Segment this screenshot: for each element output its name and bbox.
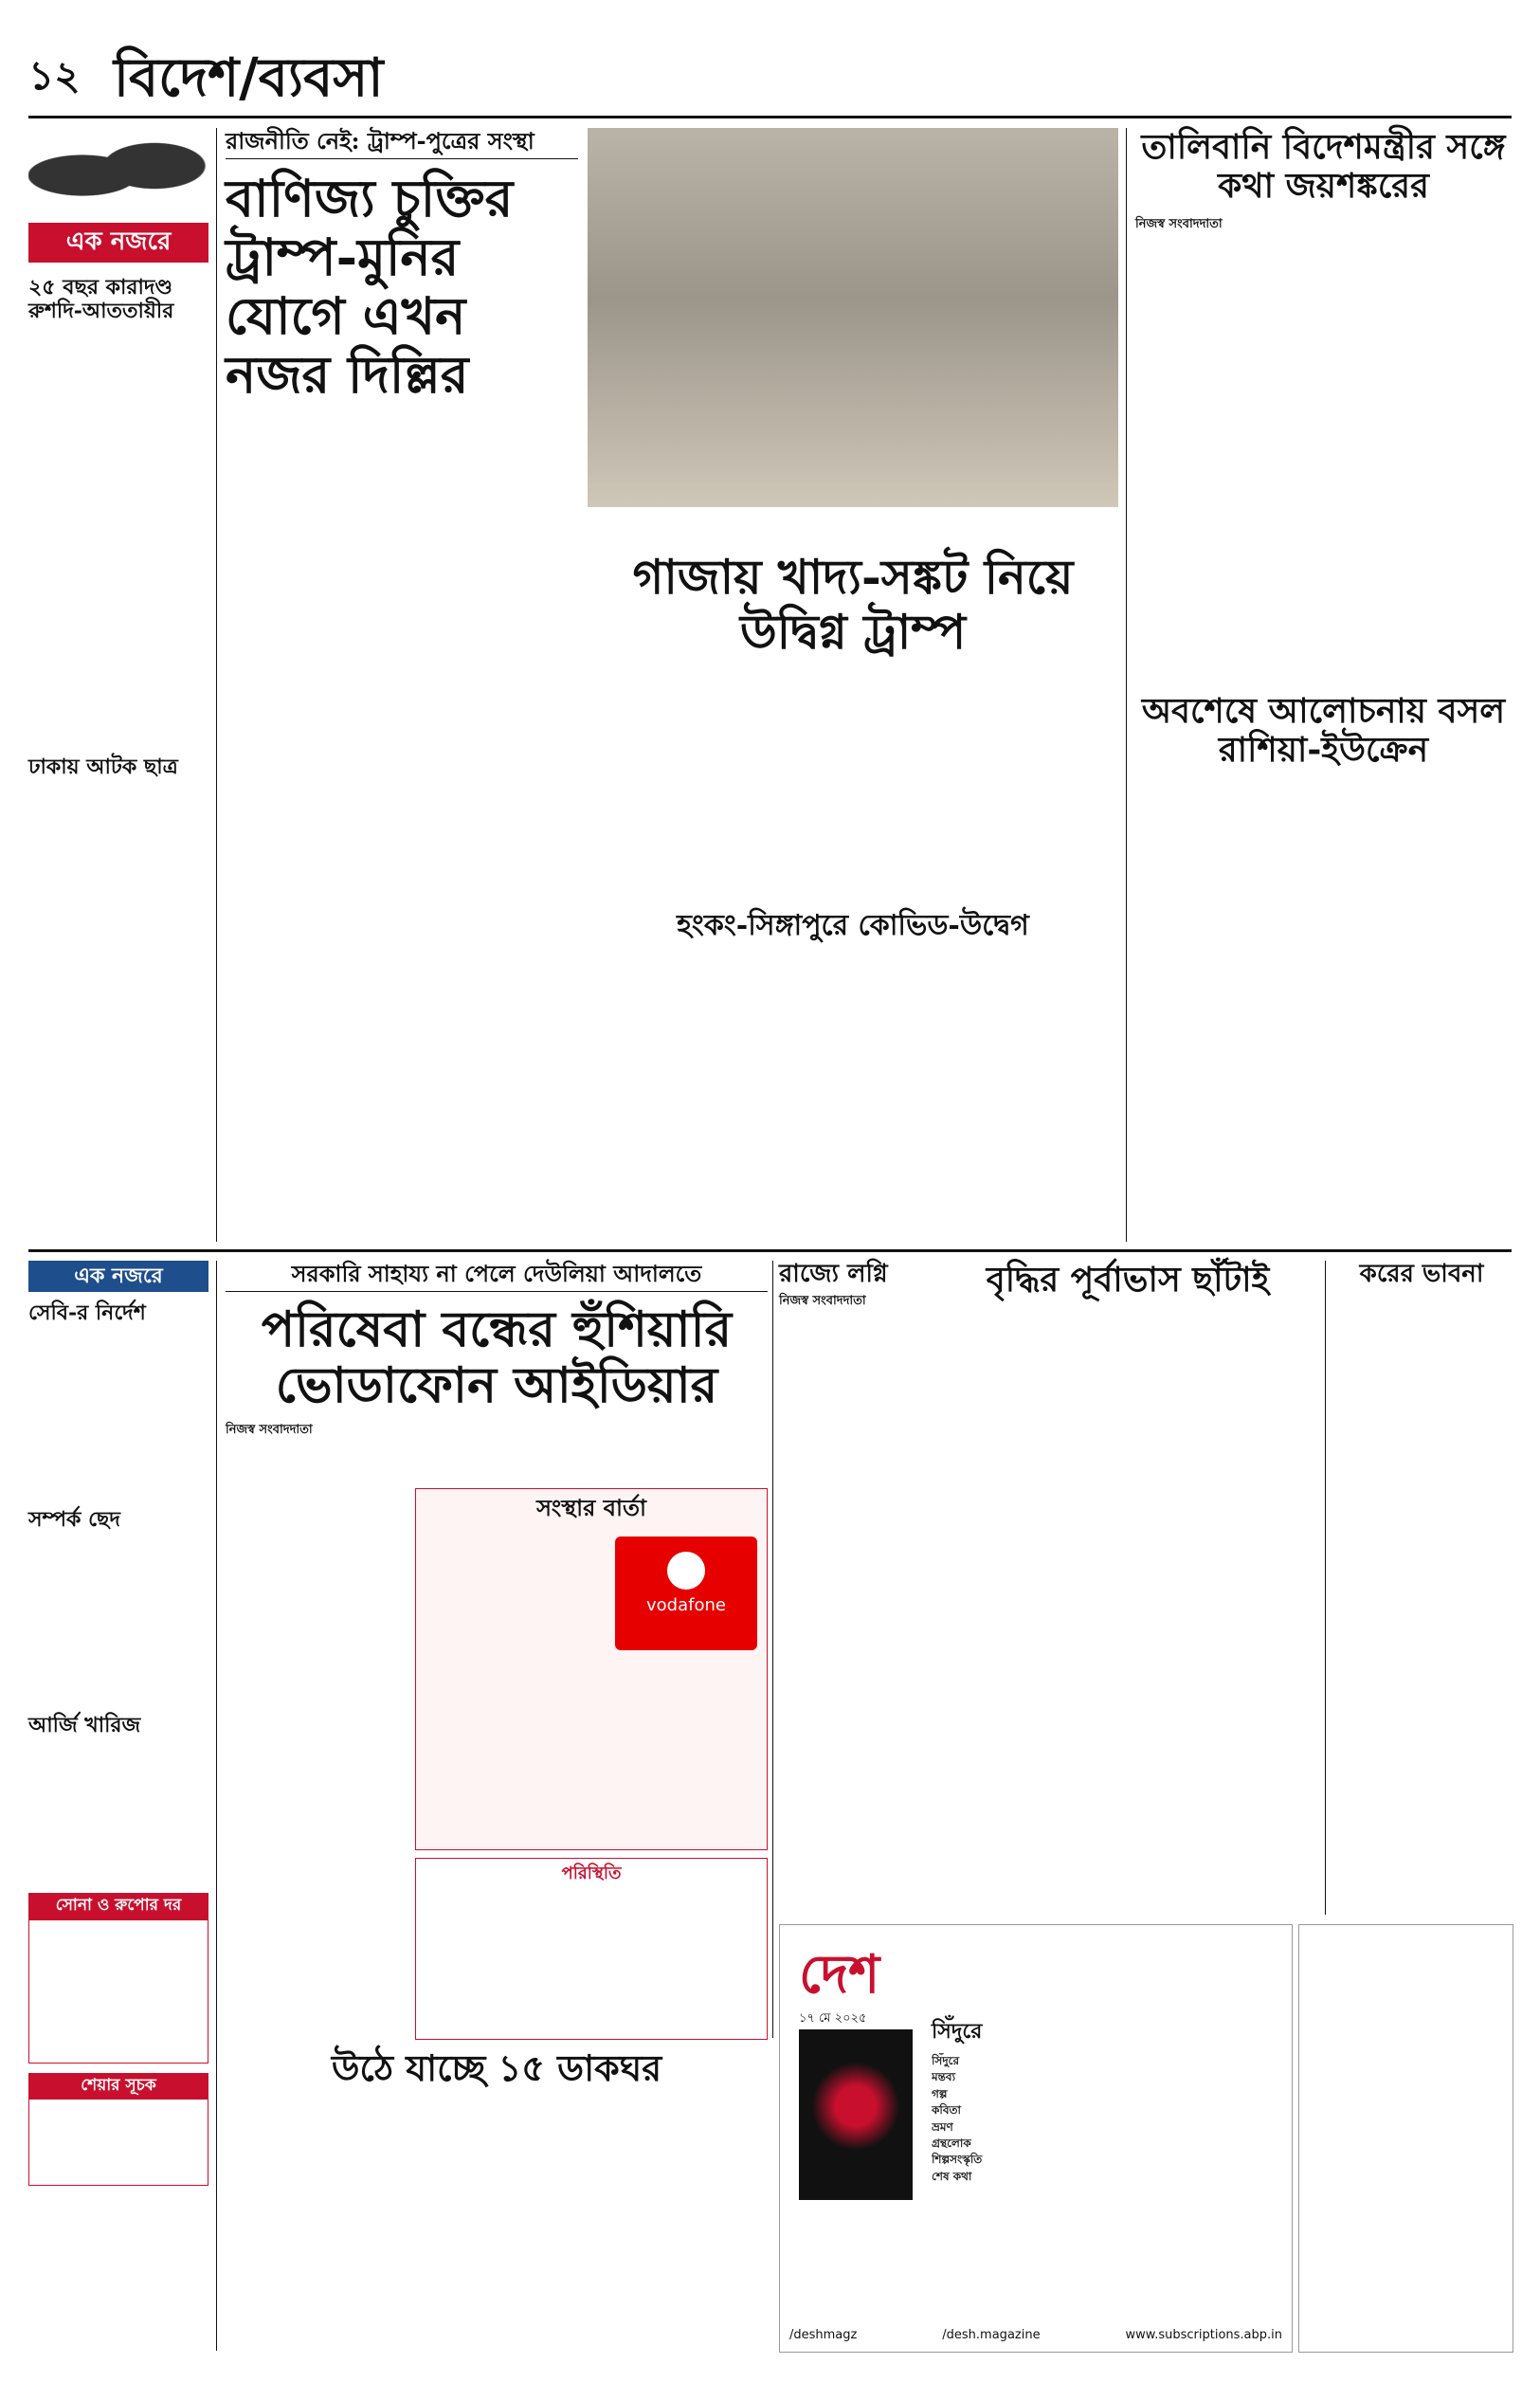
lead-headline: বাণিজ্য চুক্তির ট্রাম্প-মুনির যোগে এখন নজর দিল্লির — [226, 167, 514, 405]
business-glance-headline-3: আর্জি খারিজ — [28, 1712, 141, 1737]
glance-body-2 — [28, 786, 208, 1184]
desh-instagram-link[interactable]: /desh.magazine — [942, 2328, 1041, 2343]
growth-headline: বৃদ্ধির পূর্বাভাস ছাঁটাই — [986, 1260, 1270, 1300]
gold-table-title: সোনা ও রুপোর দর — [28, 1893, 208, 1919]
business-glance-label: এক নজরে — [28, 1261, 208, 1292]
lead-kicker: রাজনীতি নেই: ট্রাম্প-পুত্রের সংস্থা — [226, 128, 578, 159]
page-number: ১২ — [28, 52, 81, 99]
vodafone-byline: নিজস্ব সংবাদদাতা — [226, 1423, 313, 1438]
post-office-headline: উঠে যাচ্ছে ১৫ ডাকঘর — [331, 2046, 662, 2089]
vodafone-stats-points — [426, 1893, 757, 2026]
half-page-rule — [28, 1249, 1512, 1252]
desh-entry-1 — [932, 2069, 1273, 2085]
tax-headline: করের ভাবনা — [1359, 1260, 1484, 1288]
share-index-table — [28, 2099, 208, 2186]
desh-entry-2 — [932, 2086, 1273, 2102]
at-a-glance-label: এক নজরে — [28, 223, 208, 263]
desh-entry-label: শিল্পসংস্কৃতি — [932, 2153, 983, 2167]
business-glance-body-3 — [28, 1741, 208, 1883]
desh-entry-0 — [932, 2053, 1273, 2069]
col-divider-3 — [216, 1261, 217, 2351]
desh-entry-label: শেষ কথা — [932, 2169, 972, 2183]
desh-footer — [789, 2327, 1282, 2344]
railway-notice-body — [1299, 1933, 1513, 2312]
glance-body-1 — [28, 329, 208, 746]
desh-entry-6 — [932, 2152, 1273, 2168]
taliban-body — [1135, 238, 1512, 617]
russia-headline: অবশেষে আলোচনায় বসল রাশিয়া-ইউক্রেন — [1141, 691, 1506, 771]
desh-entry-label: মন্তব্য — [932, 2070, 956, 2084]
railway-notice-title — [1299, 1925, 1513, 1933]
vodafone-box-title: সংস্থার বার্তা — [536, 1494, 646, 1521]
post-office-story — [226, 2047, 768, 2351]
col-divider-1 — [216, 128, 217, 1242]
lead-story — [226, 128, 578, 1242]
taliban-byline: নিজস্ব সংবাদদাতা — [1135, 216, 1223, 231]
lead-body — [226, 419, 578, 1177]
vodafone-logo — [615, 1536, 757, 1650]
hongkong-body — [588, 953, 1118, 1209]
vodafone-headline: পরিষেবা বন্ধের হুঁশিয়ারি ভোডাফোন আইডিয়ার — [261, 1300, 733, 1415]
gaza-story — [588, 550, 1118, 891]
share-index-title: শেয়ার সূচক — [28, 2073, 208, 2100]
vodafone-kicker: সরকারি সাহায্য না পেলে দেউলিয়া আদালতে — [226, 1261, 768, 1292]
business-glance-headline-1: সেবি-র নির্দেশ — [28, 1300, 146, 1326]
desh-entry-label: ভ্রমণ — [932, 2119, 953, 2134]
post-office-body — [226, 2099, 768, 2326]
vodafone-body — [226, 1488, 406, 2019]
gold-table — [28, 1919, 208, 2064]
gaza-photo-caption — [588, 512, 1118, 544]
desh-facebook-link[interactable]: /deshmagz — [789, 2328, 858, 2343]
business-glance-body-1 — [28, 1330, 208, 1500]
tax-body — [1332, 1297, 1512, 1884]
state-loan-body — [779, 1315, 931, 1883]
masthead — [28, 45, 1512, 112]
desh-entry-4 — [932, 2119, 1273, 2136]
vodafone-stats-title: পরিস্থিতি — [561, 1864, 622, 1883]
taliban-headline: তালিবানি বিদেশমন্ত্রীর সঙ্গে কথা জয়শঙ্করের — [1141, 127, 1506, 207]
desh-entry-5 — [932, 2136, 1273, 2152]
vodafone-box-points — [426, 1536, 606, 1840]
business-glance-column — [28, 1261, 208, 2351]
desh-masthead: দেশ — [799, 1943, 880, 2006]
at-a-glance-column — [28, 128, 208, 1242]
desh-entries — [932, 2053, 1273, 2271]
vodafone-story — [226, 1261, 768, 2038]
desh-entry-label: গল্প — [932, 2086, 948, 2100]
col-divider-5 — [1325, 1261, 1326, 1915]
gaza-headline: গাজায় খাদ্য-সঙ্কট নিয়ে উদ্বিগ্ন ট্রাম্প — [632, 549, 1074, 660]
russia-story — [1135, 692, 1512, 1242]
tax-story — [1332, 1261, 1512, 1915]
desh-entry-label: সিঁদুরে — [932, 2054, 960, 2067]
growth-story — [938, 1261, 1317, 1915]
desh-entry-label: কবিতা — [932, 2103, 961, 2118]
desh-entry-3 — [932, 2102, 1273, 2118]
state-loan-headline: রাজ্যে লগ্নি — [779, 1260, 888, 1288]
desh-ad — [779, 1924, 1293, 2353]
gaza-photo — [588, 128, 1118, 507]
vodafone-logo-text: vodafone — [646, 1595, 726, 1615]
desh-entry-7 — [932, 2169, 1273, 2185]
vodafone-stats-box — [415, 1858, 768, 2040]
col-divider-4 — [772, 1261, 773, 2038]
section-title: বিদেশ/ব্যবসা — [114, 46, 384, 109]
taliban-story — [1135, 128, 1512, 678]
business-glance-headline-2: সম্পর্ক ছেদ — [28, 1506, 120, 1532]
masthead-rule — [28, 116, 1512, 118]
state-loan-story — [779, 1261, 931, 1915]
glance-headline-2: ঢাকায় আটক ছাত্র — [28, 755, 178, 780]
world-map-graphic — [28, 128, 208, 223]
growth-body — [938, 1313, 1317, 1882]
vodafone-logo-speech-mark — [667, 1552, 705, 1590]
desh-date: ১৭ মে ২০২৫ — [799, 2011, 867, 2026]
vodafone-message-box — [415, 1488, 768, 1850]
gaza-body — [588, 670, 1118, 888]
state-loan-byline: নিজস্ব সংবাদদাতা — [779, 1293, 866, 1308]
desh-cover-image — [799, 2029, 913, 2200]
desh-subscription-url[interactable]: www.subscriptions.abp.in — [1125, 2328, 1282, 2343]
glance-headline-1: ২৫ বছর কারাদণ্ড রুশদি-আততায়ীর — [28, 274, 174, 324]
desh-entry-label: গ্রন্থলোক — [932, 2136, 971, 2150]
russia-body — [1135, 784, 1512, 1220]
hongkong-headline: হংকং-সিঙ্গাপুরে কোভিড-উদ্বেগ — [677, 909, 1029, 942]
desh-cover-title: সিঁদুরে — [932, 2019, 983, 2044]
hongkong-story — [588, 910, 1118, 1242]
railway-notice — [1298, 1924, 1513, 2353]
col-divider-2 — [1126, 128, 1127, 1242]
business-glance-body-2 — [28, 1536, 208, 1706]
